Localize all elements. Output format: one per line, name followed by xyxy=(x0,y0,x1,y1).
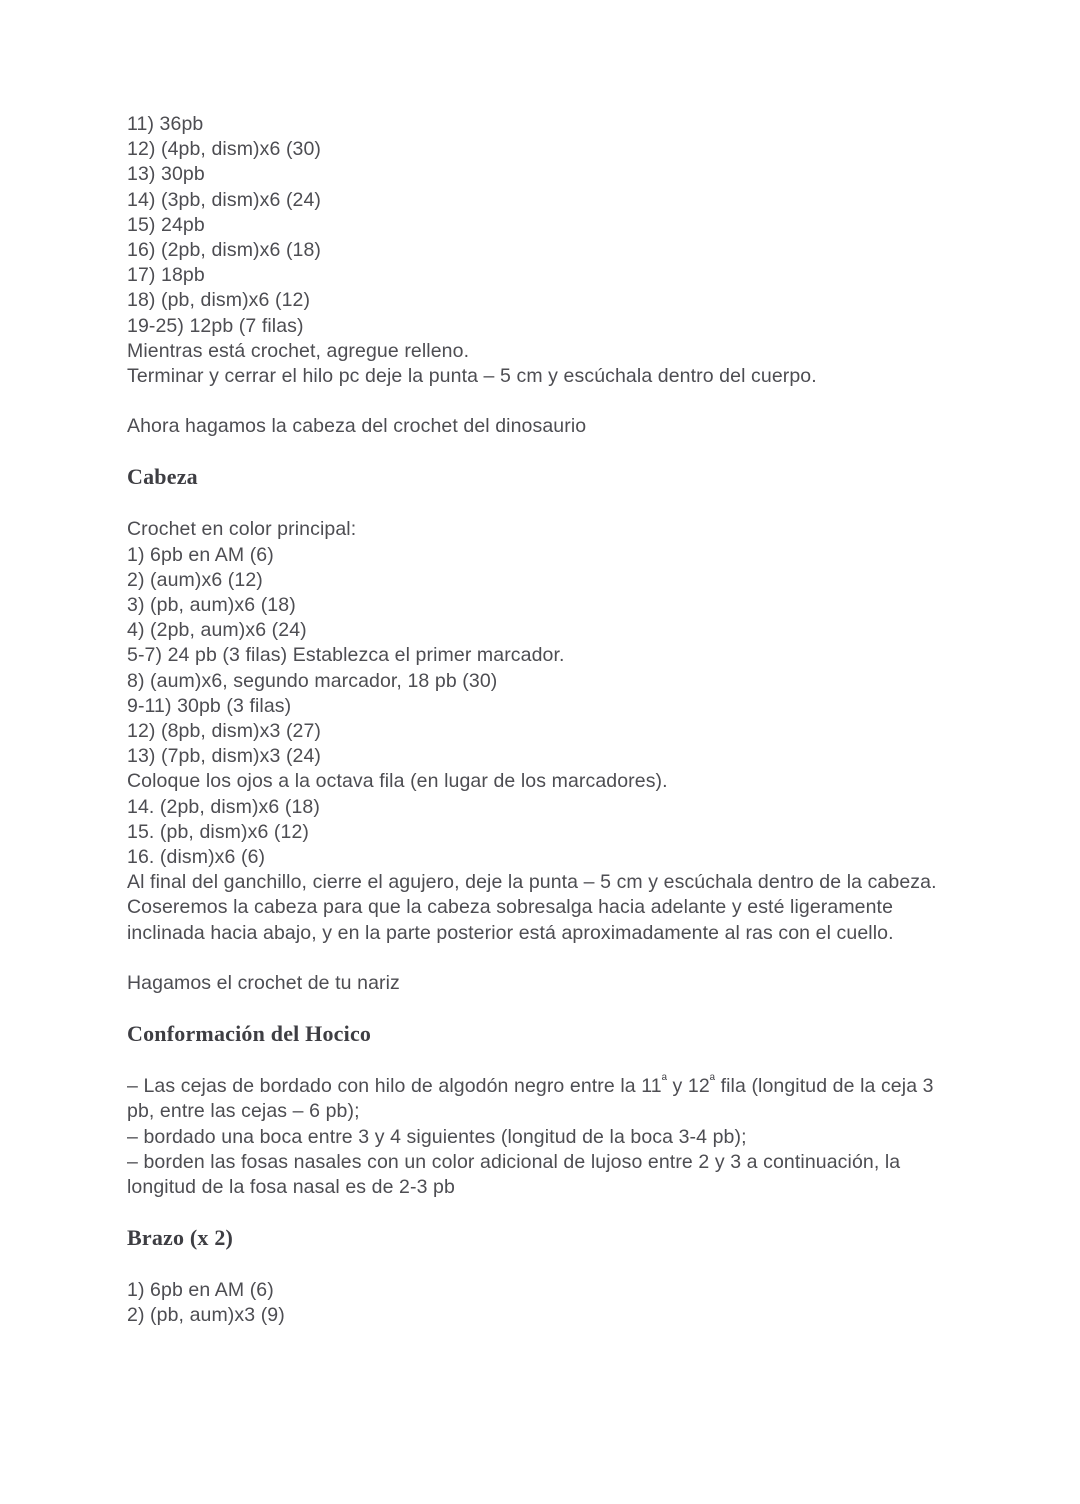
text-line: 2) (pb, aum)x3 (9) xyxy=(127,1304,285,1327)
head-sewing-paragraph: Coseremos la cabeza para que la cabeza sobresalga hacia adelante y esté ligeramente inclinada hacia abajo, y en la parte posterior está aproximadamente al ras con el cuello. xyxy=(127,896,894,944)
ordinal-indicator: ª xyxy=(709,1071,716,1088)
text-line: Hagamos el crochet de tu nariz xyxy=(127,971,400,994)
ordinal-indicator: ª xyxy=(661,1071,667,1088)
transition-to-nose xyxy=(127,971,952,996)
text-line: 8) (aum)x6, segundo marcador, 18 pb (30) xyxy=(127,669,498,692)
heading-brazo: Brazo (x 2) xyxy=(127,1225,234,1251)
text-line: 16. (dism)x6 (6) xyxy=(127,846,266,869)
heading-spacer-after xyxy=(127,1047,952,1074)
heading-spacer-after xyxy=(127,1251,952,1278)
snout-nostrils-paragraph: – borden las fosas nasales con un color adicional de lujoso entre 2 y 3 a continuación, la longitud de la fosa nasal es de 2-3 pb xyxy=(127,1150,901,1198)
text-line: 13) (7pb, dism)x3 (24) xyxy=(127,745,322,768)
document-body xyxy=(127,112,952,1329)
text-line: Mientras está crochet, agregue relleno. xyxy=(127,339,470,362)
text-line: Terminar y cerrar el hilo pc deje la punta – 5 cm y escúchala dentro del cuerpo. xyxy=(127,365,817,388)
spacer-after-body-rows xyxy=(127,389,952,414)
text-line: Crochet en color principal: xyxy=(127,518,357,541)
arm-rows-list xyxy=(127,1278,952,1328)
snout-mouth-line xyxy=(127,1125,952,1150)
text-line: 5-7) 24 pb (3 filas) Establezca el primer marcador. xyxy=(127,644,565,667)
text-line: 14. (2pb, dism)x6 (18) xyxy=(127,795,320,818)
text-line: 18) (pb, dism)x6 (12) xyxy=(127,289,311,312)
text-line: 14) (3pb, dism)x6 (24) xyxy=(127,188,322,211)
text-line: 15) 24pb xyxy=(127,213,205,236)
text-segment: fila (longitud de la ceja 3 pb, entre las cejas – 6 pb); xyxy=(127,1075,934,1123)
heading-cabeza: Cabeza xyxy=(127,464,198,490)
text-line: 3) (pb, aum)x6 (18) xyxy=(127,594,296,617)
text-line: 11) 36pb xyxy=(127,113,204,135)
head-rows-list xyxy=(127,517,952,870)
heading-spacer-after xyxy=(127,490,952,517)
text-line: 15. (pb, dism)x6 (12) xyxy=(127,820,309,843)
text-segment: – Las cejas de bordado con hilo de algodón negro entre la 11 xyxy=(127,1075,662,1098)
body-rows-list xyxy=(127,112,952,389)
text-line: 16) (2pb, dism)x6 (18) xyxy=(127,239,322,262)
spacer-after-head xyxy=(127,946,952,971)
text-line: 12) (4pb, dism)x6 (30) xyxy=(127,138,322,161)
heading-spacer-before xyxy=(127,439,952,464)
text-segment: y 12 xyxy=(667,1075,710,1098)
heading-conformacion-del-hocico: Conformación del Hocico xyxy=(127,1021,372,1047)
text-line: 1) 6pb en AM (6) xyxy=(127,543,274,566)
transition-to-head xyxy=(127,414,952,439)
text-line: 1) 6pb en AM (6) xyxy=(127,1279,274,1302)
text-line: Coloque los ojos a la octava fila (en lugar de los marcadores). xyxy=(127,770,668,793)
text-line: Ahora hagamos la cabeza del crochet del dinosaurio xyxy=(127,415,587,438)
text-line: 13) 30pb xyxy=(127,163,205,186)
snout-eyebrows-paragraph xyxy=(127,1071,952,1124)
heading-spacer-before xyxy=(127,1200,952,1225)
text-line: 4) (2pb, aum)x6 (24) xyxy=(127,619,307,642)
text-line: 2) (aum)x6 (12) xyxy=(127,568,263,591)
text-line: 19-25) 12pb (7 filas) xyxy=(127,314,304,337)
text-line: 17) 18pb xyxy=(127,264,205,287)
heading-spacer-before xyxy=(127,996,952,1021)
text-line: – bordado una boca entre 3 y 4 siguientes (longitud de la boca 3-4 pb); xyxy=(127,1125,747,1148)
head-finishing-paragraph: Al final del ganchillo, cierre el agujero, deje la punta – 5 cm y escúchala dentro de la cabeza. xyxy=(127,871,937,894)
text-line: 12) (8pb, dism)x3 (27) xyxy=(127,720,322,743)
text-line: 9-11) 30pb (3 filas) xyxy=(127,694,292,717)
